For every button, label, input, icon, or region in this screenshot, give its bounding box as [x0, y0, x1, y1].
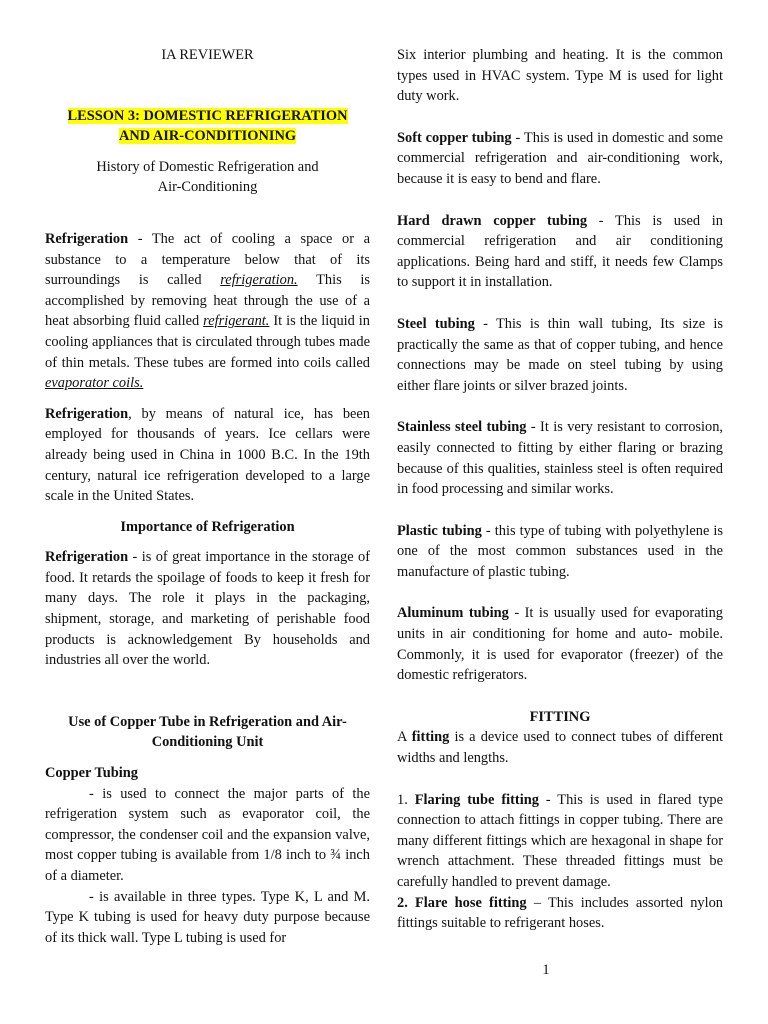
copper-tubing-paragraph-2: - is available in three types. Type K, L and M. Type K tubing is used for heavy duty purpose because of its thick wall. Type L tubing is used for: [45, 888, 370, 946]
fitting-heading: [397, 707, 723, 728]
paragraph-stainless-steel-tubing: [397, 417, 723, 499]
fitting-heading-text: FITTING: [529, 708, 591, 725]
paragraph-hard-drawn-copper-tubing: [397, 211, 723, 293]
list-number: 1.: [397, 791, 415, 808]
term-refrigeration: Refrigeration: [45, 549, 129, 566]
paragraph-soft-copper-tubing: [397, 128, 723, 190]
text-span: It is the liquid in cooling appliances that is circulated through tubes made of thin metals. These tubes are formed into coils called: [45, 313, 370, 371]
text-span: - This is used in flared type connection to attach fittings in copper tubing. There are many different fittings which are hexagonal in shape for wrench attachment. These threaded fittings must be carefully handled to prevent damage.: [397, 791, 723, 890]
paragraph-copper-types-continued: Six interior plumbing and heating. It is the common types used in HVAC system. Type M is used for light duty work.: [397, 47, 723, 105]
term-aluminum-tubing: Aluminum tubing: [397, 605, 509, 622]
subtitle-line2: Air-Conditioning: [157, 179, 258, 196]
importance-heading: [45, 517, 370, 538]
term-stainless-steel-tubing: Stainless steel tubing: [397, 419, 527, 436]
text-span: - This is used in commercial refrigeration and air conditioning applications. Being hard and stiff, it needs few Clamps to support it in installation.: [397, 212, 724, 291]
paragraph-aluminum-tubing: [397, 603, 723, 685]
copper-tube-heading: [45, 712, 370, 753]
page-number: 1: [542, 962, 550, 978]
term-fitting: fitting: [411, 729, 450, 746]
term-flare-hose-fitting: 2. Flare hose fitting: [397, 894, 527, 911]
paragraph-flaring-tube-fitting: [397, 790, 723, 893]
term-soft-copper-tubing: Soft copper tubing: [397, 129, 512, 146]
text-span: This is accomplished by removing heat through the use of a heat absorbing fluid called: [45, 272, 370, 330]
text-span: is a device used to connect tubes of different widths and lengths.: [397, 729, 723, 767]
section-subtitle: [45, 157, 370, 198]
text-span: A: [397, 729, 412, 746]
copper-tubing-label: [45, 763, 370, 784]
lesson-title-line2: AND AIR-CONDITIONING: [118, 128, 297, 145]
text-span: - It is very resistant to corrosion, easily connected to fitting by either flaring or brazing because of this qualities, stainless steel is often required in food processing and similar works.: [397, 419, 723, 498]
paragraph-flare-hose-fitting: [397, 893, 723, 934]
term-hard-drawn-copper-tubing: Hard drawn copper tubing: [397, 212, 588, 229]
importance-heading-text: Importance of Refrigeration: [120, 518, 295, 535]
text-span: - This is thin wall tubing, Its size is practically the same as that of copper tubing, and hence connections may be made on steel tubing by using either flare joints or silver brazed joints.: [397, 315, 723, 394]
document-header: IA REVIEWER: [161, 47, 254, 63]
text-span: - The act of cooling a space or a substance to a temperature below that of its surroundings is called: [45, 230, 370, 289]
paragraph-refrigeration-definition: [45, 229, 370, 394]
lesson-title: [45, 106, 370, 147]
right-column: [397, 45, 723, 934]
term-refrigeration-underlined: refrigeration.: [220, 272, 298, 289]
term-refrigeration: Refrigeration: [45, 230, 129, 247]
term-flaring-tube-fitting: Flaring tube fitting: [414, 791, 539, 808]
left-column: [45, 45, 370, 948]
copper-heading-line1: Use of Copper Tube in Refrigeration and Air-: [68, 713, 347, 730]
paragraph-refrigeration-history: [45, 404, 370, 507]
text-span: , by means of natural ice, has been employed for thousands of years. Ice cellars were already being used in China in 1000 B.C. In the 19th century, natural ice refrigeration developed to a large scale in the United States.: [45, 405, 370, 505]
copper-tubing-label-text: Copper Tubing: [45, 765, 138, 782]
text-span: – This includes assorted nylon fittings suitable to refrigerant hoses.: [397, 894, 723, 932]
text-span: - This is used in domestic and some commercial refrigeration and air-conditioning work, because it is easy to bend and flare.: [397, 129, 723, 187]
paragraph-steel-tubing: [397, 314, 723, 396]
lesson-title-line1: LESSON 3: DOMESTIC REFRIGERATION: [67, 107, 348, 124]
paragraph-fitting-definition: [397, 727, 723, 768]
term-evaporator-coils: evaporator coils.: [45, 375, 144, 392]
copper-heading-line2: Conditioning Unit: [151, 734, 264, 751]
text-span: - is of great importance in the storage of food. It retards the spoilage of foods to keep it fresh for many days. The role it plays in the packaging, shipment, storage, and marketing of perishable food products is acknowledgement By households and industries all over the world.: [45, 549, 370, 669]
term-plastic-tubing: Plastic tubing: [397, 522, 482, 539]
subtitle-line1: History of Domestic Refrigeration and: [96, 158, 319, 175]
term-refrigerant: refrigerant.: [203, 313, 270, 330]
term-steel-tubing: Steel tubing: [397, 315, 475, 332]
text-span: - It is usually used for evaporating units in air conditioning for home and auto- mobile. Commonly, it is used for evaporator (freezer) of the domestic refrigerators.: [397, 605, 723, 684]
copper-tubing-paragraph-1: - is used to connect the major parts of the refrigeration system such as evaporator coil, the compressor, the condenser coil and the expansion valve, most copper tubing is available from 1/8 inch to ¾ inch of a diameter.: [45, 785, 370, 884]
paragraph-refrigeration-importance: [45, 547, 370, 671]
term-refrigeration: Refrigeration: [45, 405, 129, 422]
paragraph-plastic-tubing: [397, 521, 723, 583]
text-span: - this type of tubing with polyethylene is one of the most common substances used in the manufacture of plastic tubing.: [397, 522, 723, 580]
